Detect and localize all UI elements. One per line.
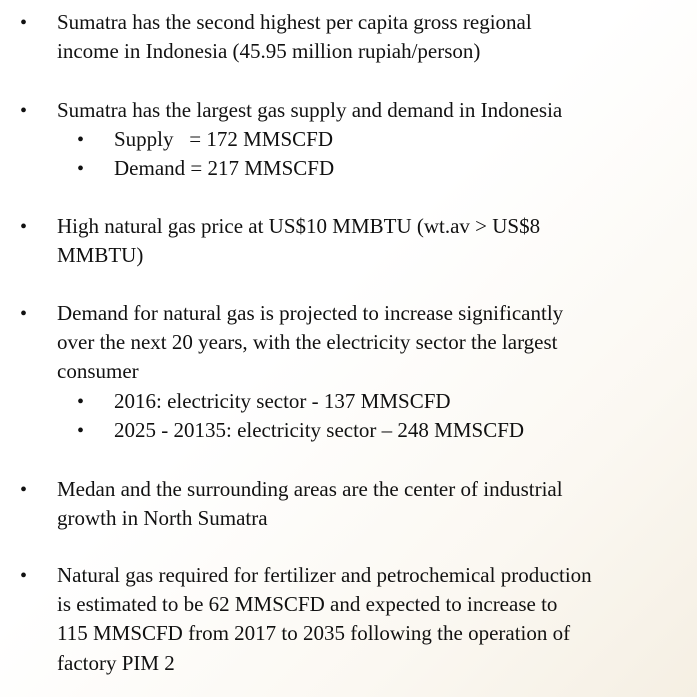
bullet-line: factory PIM 2 [57, 650, 175, 675]
sub-bullet-marker: • [77, 391, 85, 413]
sub-bullet-marker: • [77, 420, 85, 442]
bullet-line: Medan and the surrounding areas are the center of industrial [57, 477, 563, 501]
sub-bullet-demand [0, 154, 697, 183]
bullet-line: Sumatra has the largest gas supply and demand in Indonesia [57, 98, 563, 122]
sub-bullet-text: Supply = 172 MMSCFD [114, 127, 333, 151]
bullet-text [57, 96, 692, 125]
sub-bullet-2025 [0, 416, 697, 445]
bullet-marker: • [20, 479, 28, 501]
bullet-line: over the next 20 years, with the electricity sector the largest [57, 330, 558, 355]
bullet-line: Natural gas required for fertilizer and petrochemical production [57, 563, 592, 587]
bullet-marker: • [20, 100, 28, 122]
bullet-line: income in Indonesia (45.95 million rupiah/person) [57, 39, 481, 64]
sub-bullet-text: 2025 - 20135: electricity sector – 248 MMSCFD [114, 418, 525, 442]
bullet-text [57, 475, 692, 533]
sub-bullet-text: 2016: electricity sector - 137 MMSCFD [114, 389, 451, 413]
sub-bullet-marker: • [77, 158, 85, 180]
sub-bullet-text: Demand = 217 MMSCFD [114, 156, 335, 180]
bullet-marker: • [20, 12, 28, 34]
bullet-line: 115 MMSCFD from 2017 to 2035 following the operation of [57, 621, 571, 646]
sub-bullet-2016 [0, 387, 697, 416]
bullet-line: High natural gas price at US$10 MMBTU (wt.av > US$8 [57, 214, 541, 238]
bullet-line: is estimated to be 62 MMSCFD and expected to increase to [57, 592, 558, 617]
sub-bullet-supply [0, 125, 697, 154]
bullet-line: Demand for natural gas is projected to increase significantly [57, 301, 564, 325]
bullet-line: growth in North Sumatra [57, 506, 268, 531]
bullet-line: Sumatra has the second highest per capita gross regional [57, 10, 532, 34]
bullet-text [57, 561, 692, 678]
sub-bullet-marker: • [77, 129, 85, 151]
bullet-line: MMBTU) [57, 243, 144, 268]
bullet-text [57, 212, 692, 270]
bullet-marker: • [20, 303, 28, 325]
bullet-marker: • [20, 565, 28, 587]
bullet-text [57, 299, 692, 387]
bullet-text [57, 8, 692, 66]
bullet-marker: • [20, 216, 28, 238]
bullet-line: consumer [57, 359, 139, 384]
